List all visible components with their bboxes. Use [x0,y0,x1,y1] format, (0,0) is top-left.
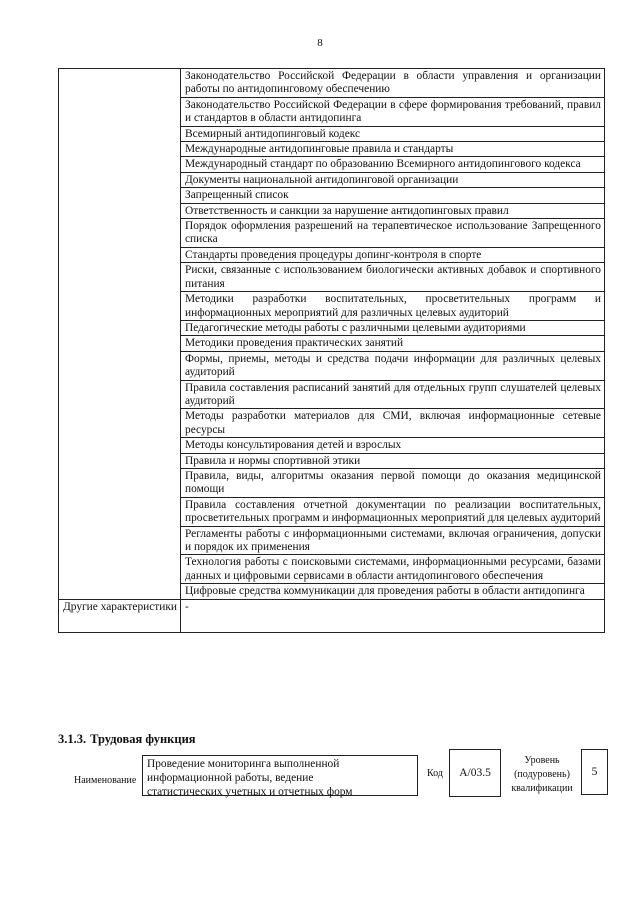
knowledge-item: Законодательство Российской Федерации в сфере формирования требований, правил и стандартов в области антидопинга [181,97,605,126]
page-number: 8 [317,37,323,49]
knowledge-item: Правила и нормы спортивной этики [181,453,605,468]
function-name-box [142,755,418,796]
knowledge-item: Законодательство Российской Федерации в области управления и организации работы по антидопинговому обеспечению [181,69,605,98]
knowledge-row [59,69,605,98]
knowledge-item: Правила, виды, алгоритмы оказания первой помощи до оказания медицинской помощи [181,468,605,497]
knowledge-item: Технология работы с поисковыми системами, информационными ресурсами, базами данных и цифровыми сервисами в области антидопингового обеспечения [181,555,605,584]
knowledge-item: Педагогические методы работы с различными целевыми аудиториями [181,320,605,335]
knowledge-item: Формы, приемы, методы и средства подачи информации для различных целевых аудиторий [181,351,605,380]
knowledge-item: Порядок оформления разрешений на терапевтическое использование Запрещенного списка [181,219,605,248]
function-name-label: Наименование [74,775,137,786]
code-value: A/03.5 [449,749,501,797]
function-name-line: статистических учетных и отчетных форм [147,786,353,798]
other-characteristics-row [59,599,605,632]
knowledge-item: Методы разработки материалов для СМИ, включая информационные сетевые ресурсы [181,409,605,438]
knowledge-item: Ответственность и санкции за нарушение антидопинговых правил [181,203,605,218]
function-name-line: информационной работы, ведение [147,772,314,784]
knowledge-item: Всемирный антидопинговый кодекс [181,126,605,141]
knowledge-item: Документы национальной антидопинговой организации [181,172,605,187]
knowledge-item: Правила составления отчетной документации по реализации воспитательных, просветительных программ и информационных мероприятий для целевых аудиторий [181,497,605,526]
knowledge-item: Регламенты работы с информационными системами, включая ограничения, допуски и порядок их применения [181,526,605,555]
section-number: 3.1.3. [58,732,87,746]
knowledge-item: Стандарты проведения процедуры допинг-контроля в спорте [181,247,605,262]
level-label: Уровень (подуровень) квалификации [511,755,573,794]
code-label: Код [427,768,443,779]
section-heading [58,732,200,747]
section-title: Трудовая функция [90,732,196,746]
other-characteristics-value: - [181,599,605,632]
knowledge-table [58,68,605,633]
function-name-line: Проведение мониторинга выполненной [147,758,340,770]
other-characteristics-label: Другие характеристики [59,599,181,632]
knowledge-item: Международные антидопинговые правила и стандарты [181,142,605,157]
knowledge-item: Правила составления расписаний занятий для отдельных групп слушателей целевых аудиторий [181,380,605,409]
knowledge-item: Запрещенный список [181,188,605,203]
knowledge-item: Методики разработки воспитательных, просветительных программ и информационных мероприятий для различных целевых аудиторий [181,292,605,321]
level-value: 5 [581,749,608,795]
knowledge-item: Международный стандарт по образованию Всемирного антидопингового кодекса [181,157,605,172]
knowledge-item: Цифровые средства коммуникации для проведения работы в области антидопинга [181,584,605,599]
knowledge-label-cell [59,69,181,600]
knowledge-item: Методы консультирования детей и взрослых [181,438,605,453]
knowledge-item: Риски, связанные с использованием биологически активных добавок и спортивного питания [181,263,605,292]
knowledge-item: Методики проведения практических занятий [181,336,605,351]
